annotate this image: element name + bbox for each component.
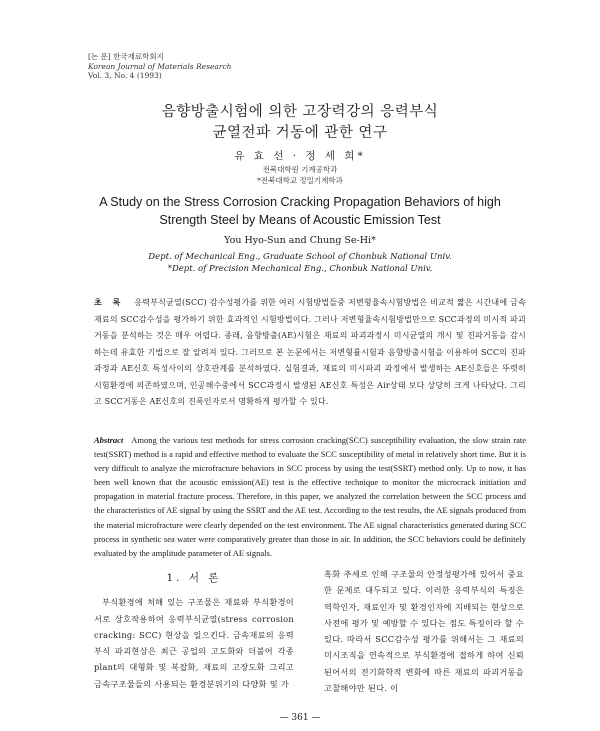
body-text-right: 혹화 추세로 인해 구조물의 안정성평가에 있어서 중요한 문제로 대두되고 있다. 이러한 응력부식의 특징은 역학인자, 재료인자 및 환경인자에 지배되는 현상으로 사전에 평가 및 예방할 수 있다는 점도 특징이라 할 수 있다. 따라서 SCC감수성 평가를 위해서는 그 재료의 미시조직을 연속적으로 부식환경에 접하게 하여 신뢰된어서의 전기화학적 변화에 따른 재료의 파괴거동을 고찰해야만 된다. 이 [324, 569, 524, 694]
abstract-english-text: Among the various test methods for stress corrosion cracking(SCC) susceptibility evaluation, the slow strain rate test(SSRT) method is a rapid and effective method to evaluate the SCC susceptibility of metal in relatively short time. But it is very difficult to analyze the microfracture behaviors in SCC process by using the test(SSRT) method only. Up to now, it has been well known that the acoustic emission(AE) test is the effective technique to monitor the microcrack initiation and propagation in material fracture process. Therefore, in this paper, we analyzed the correlation between the SCC process and the characteristics of AE signal by using the SSRT and the AE test. According to the test results, the AE signals produced from the material microfracture were clearly depended on the test environment. The AE signal characteristics generated during SCC process in synthetic sea water were comparatively greater than those in air. In addition, the SCC behaviors could be definitely evaluated by the amplitude parameter of AE signals. [94, 435, 526, 558]
body-column-left [94, 570, 294, 692]
title-korean-line1: 음향방출시험에 의한 고장력강의 응력부식 [161, 104, 439, 120]
body-column-right [324, 566, 524, 696]
journal-name-en: Korean Journal of Materials Research [88, 61, 232, 71]
title-english-line2: Strength Steel by Means of Acoustic Emission Test [159, 213, 441, 227]
page-number: — 361 — [279, 713, 321, 723]
authors-korean: 유 효 선 · 정 세 희* [234, 150, 366, 162]
title-english [0, 193, 600, 229]
affiliation-korean-2: *전북대학교 정밀기계학과 [257, 176, 343, 185]
journal-name-ko: [논 문] 한국재료학회지 [88, 52, 164, 61]
journal-volume: Vol. 3, No. 4 (1993) [88, 71, 162, 80]
affiliations-korean [0, 164, 600, 186]
affiliation-korean-1: 전북대학원 기계공학과 [262, 165, 338, 174]
abstract-english-label: Abstract [94, 435, 124, 445]
title-english-line1: A Study on the Stress Corrosion Cracking Propagation Behaviors of high [99, 195, 501, 209]
abstract-english [94, 433, 526, 560]
affiliation-english-1: Dept. of Mechanical Eng., Graduate School of Chonbuk National Univ. [148, 252, 452, 262]
affiliations-english [0, 251, 600, 275]
affiliation-english-2: *Dept. of Precision Mechanical Eng., Chonbuk National Univ. [167, 264, 433, 274]
title-korean [0, 102, 600, 144]
abstract-korean-text: 응력부식균열(SCC) 감수성평가를 위한 여러 시험방법들중 저변형율속시험방법은 비교적 짧은 시간내에 금속재료의 SCC감수성을 평가하기 위한 효과적인 시험방법이다. 그러나 저변형율속시험방법만으로 SCC과정의 미시적 파괴거동을 분석하는 것은 매우 어렵다. 종래, 음향방출(AE)시험은 재료의 파괴과정시 미시균열의 개시 및 진파거동을 감시하는데 유효한 기법으로 잘 알려져 있다. 그러므로 본 논문에서는 저변형률시험과 음향방출시험을 이용하여 SCC의 진파과정과 AE신호 특성사이의 상호관계를 분석하였다. 실험결과, 재료의 미시파괴 과정에서 발생하는 AE신호들은 뚜렷히 시험환경에 의존하였으며, 인공해수중에서 SCC과정시 발생된 AE신호 특성은 Air상태 보다 상당히 크게 나타났다. 그리고 SCC거동은 AE신호의 진폭인자로서 명확하게 평가할 수 있다. [94, 298, 526, 406]
authors-english: You Hyo-Sun and Chung Se-Hi* [224, 235, 376, 246]
abstract-korean [94, 294, 526, 411]
journal-header [88, 52, 231, 81]
body-text-left: 부식환경에 처해 있는 구조물은 재료와 부식환경이 서로 상호작용하여 응력부식균열(stress corrosion cracking: SCC) 현상을 일으킨다. 금속재료의 응력부식 파괴현상은 최근 공업의 고도화와 더불어 각종 plant의 대형화 및 복잡화, 재료의 고장도화 그리고 금속구조물들의 사용되는 환경분위기의 다양화 및 가 [94, 597, 294, 689]
section-heading-introduction: 1. 서 론 [166, 572, 222, 584]
title-korean-line2: 균열전파 거동에 관한 연구 [212, 125, 388, 141]
abstract-korean-label: 초 록 [94, 297, 125, 307]
